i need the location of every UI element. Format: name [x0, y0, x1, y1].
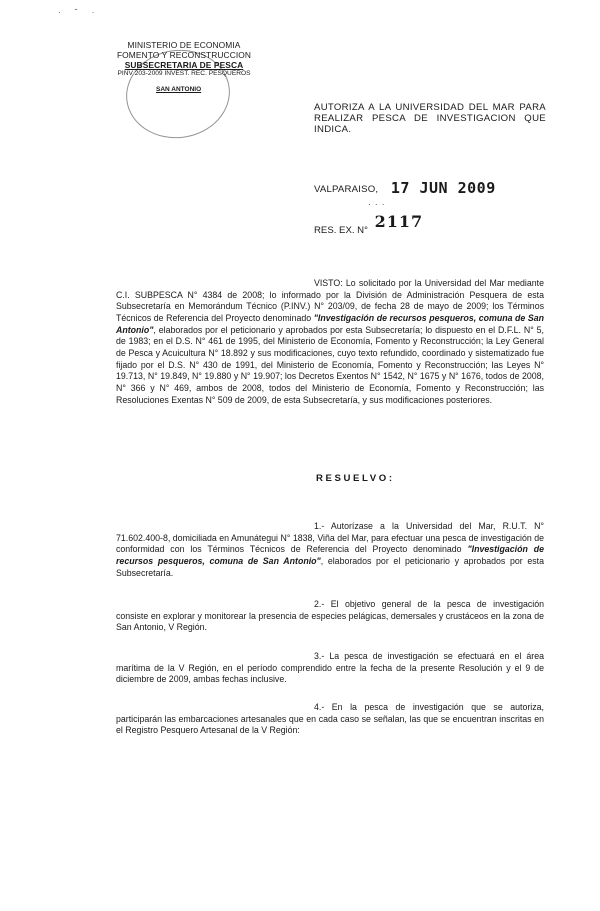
dateline-city: VALPARAISO, — [314, 184, 379, 195]
resolution-point-3: 3.- La pesca de investigación se efectuará en el área marítima de la V Región, en el período comprendido entre la fecha de la presente Resolución y el 9 de diciembre de 2009, ambas fechas inclusive. — [116, 651, 544, 685]
ministry-name: MINISTERIO DE ECONOMIA — [127, 40, 241, 50]
resolution-point-4: 4.- En la pesca de investigación que se autoriza, participarán las embarcaciones artesanales que en cada caso se señalan, las que se encuentran inscritas en el Registro Pesquero Artesanal de la V Región: — [116, 702, 544, 736]
visto-paragraph — [116, 278, 544, 406]
visto-text-2: , elaborados por el peticionario y aprobados por esta Subsecretaría; lo dispuesto en el D.F.L. N° 5, de 1983; en el D.S. N° 461 de 1995, del Ministerio de Economía, Fomento y Reconstrucción; la Ley General de Pesca y Acuicultura N° 18.892 y sus modificaciones, cuyo texto refundido, coordinado y sistematizado fue fijado por el D.S. N° 430 de 1991, del Ministerio de Economía, Fomento y Reconstrucción; las Leyes N° 19.713, N° 19.849, N° 19.880 y N° 19.907; los Decretos Exentos N° 1542, N° 1675 y N° 1676, todos de 2008, N° 366 y N° 469, ambos de 2008, todos del Ministerio de Economía, Fomento y Reconstrucción; las Resoluciones Exentas N° 509 de 2009, de esta Subsecretaría, y sus modificaciones posteriores. — [116, 324, 544, 405]
resolution-number-line — [314, 200, 424, 237]
resuelvo-heading: RESUELVO: — [316, 473, 395, 484]
point-1-text-2: , elaborados por el peticionario y aprobados por esta Subsecretaría. — [116, 555, 544, 578]
seal-text: SAN ANTONIO — [156, 86, 202, 93]
scan-specks: · ˘ · — [58, 8, 101, 17]
file-reference: PINV 203-2009 INVEST. REC. PESQUEROS — [117, 70, 251, 77]
resolution-label: RES. EX. N° — [314, 225, 368, 236]
ministry-subtitle: FOMENTO Y RECONSTRUCCION — [116, 50, 252, 60]
issuing-authority-header — [84, 40, 284, 78]
resolution-number: 2117 — [374, 212, 424, 231]
resolution-subject: AUTORIZA A LA UNIVERSIDAD DEL MAR PARA REALIZAR PESCA DE INVESTIGACION QUE INDICA. — [314, 102, 546, 136]
resolution-point-2: 2.- El objetivo general de la pesca de investigación consiste en explorar y monitorear la presencia de especies pelágicas, demersales y crustáceos en la zona de San Antonio, V Región. — [116, 599, 544, 633]
point-1-project-name: "Investigación de recursos pesqueros, comuna de San Antonio" — [116, 544, 544, 566]
dateline — [314, 178, 496, 196]
visto-text-1: VISTO: Lo solicitado por la Universidad del Mar mediante C.I. SUBPESCA N° 4384 de 2008; lo informado por la División de Administración Pesquera de esta Subsecretaría en Memorándum Técnico (P.INV.) N° 203/09, de fecha 28 de mayo de 2009; los Términos Técnicos de Referencia del Proyecto denominado — [116, 278, 544, 323]
resolution-point-1 — [116, 521, 544, 579]
dateline-date-stamp: 17 JUN 2009 — [390, 179, 496, 197]
visto-project-name: "Investigación de recursos pesqueros, comuna de San Antonio" — [116, 312, 544, 335]
point-1-text-1: 1.- Autorízase a la Universidad del Mar, R.U.T. N° 71.602.400-8, domiciliada en Amunátegui N° 1838, Viña del Mar, para efectuar una pesca de investigación de conformidad con los Términos Técnicos de Referencia del Proyecto denominado — [116, 521, 544, 555]
dotted-mark: · · · — [368, 200, 386, 209]
undersecretariat-name: SUBSECRETARIA DE PESCA — [124, 60, 244, 70]
